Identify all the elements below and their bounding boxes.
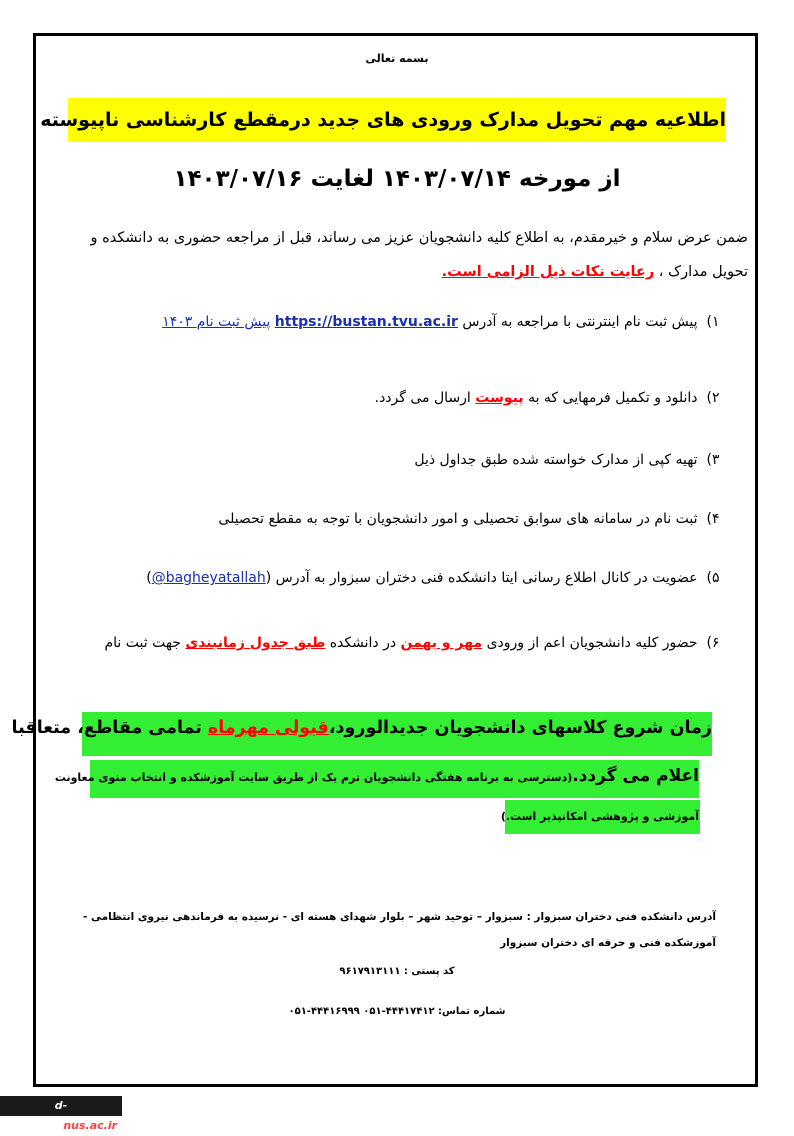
registration-url-link[interactable]: https://bustan.tvu.ac.ir — [274, 314, 458, 330]
item-text: دانلود و تکمیل فرمهایی که به — [528, 390, 698, 406]
notice-line-3: آموزشی و پژوهشی امکانپذیر است.) — [500, 810, 699, 823]
notice-part-1: زمان شروع کلاسهای دانشجویان جدیدالورود، — [328, 718, 712, 738]
announcement-headline: اطلاعیه مهم تحویل مدارک ورودی های جدید درمقطع کارشناسی ناپیوسته — [68, 98, 726, 142]
item-number: ۵) — [706, 570, 720, 586]
intro-line-1: ضمن عرض سلام و خیرمقدم، به اطلاع کلیه دانشجویان عزیز می رساند، قبل از مراجعه حضوری به دانشکده و — [90, 230, 748, 246]
eitaa-channel-link[interactable]: @bagheyatallah — [151, 570, 266, 586]
college-address: آدرس دانشکده فنی دختران سبزوار : سبزوار – توحید شهر – بلوار شهدای هسته ای - نرسیده به فرماندهی نیروی انتظامی - آموزشکده فنی و حرفه ای دختران سبزوار — [83, 911, 716, 949]
item-text: تهیه کپی از مدارک خواسته شده طبق جداول ذیل — [414, 452, 698, 468]
attachment-link[interactable]: پیوست — [475, 390, 524, 406]
watermark-domain: nus.ac.ir — [63, 1119, 118, 1132]
list-item-1 — [162, 314, 724, 330]
pre-registration-link[interactable]: پیش ثبت نام ۱۴۰۳ — [162, 314, 271, 330]
intro-line-2-start: تحویل مدارک ، — [658, 264, 748, 280]
item-text: در دانشکده — [329, 635, 397, 651]
item-close: ) — [146, 570, 152, 586]
schedule-table-link[interactable]: طبق جدول زمانبندی — [185, 635, 326, 651]
notice-part-2: تمامی مقاطع، متعاقبا — [11, 718, 202, 738]
watermark-prefix: d-sabzevar. — [4, 1099, 68, 1132]
intro-line-2 — [442, 264, 748, 280]
list-item-5 — [146, 570, 724, 586]
list-item-6 — [104, 635, 724, 651]
list-item-4 — [218, 511, 724, 527]
notice-line-2 — [55, 766, 699, 786]
postal-code: کد پستی : ۹۶۱۷۹۱۳۱۱۱ — [339, 966, 455, 977]
item-number: ۱) — [706, 314, 720, 330]
date-range: از مورخه ۱۴۰۳/۰۷/۱۴ لغایت ۱۴۰۳/۰۷/۱۶ — [173, 166, 621, 192]
intake-terms: مهر و بهمن — [400, 635, 483, 651]
item-text: ارسال می گردد. — [374, 390, 471, 406]
item-number: ۴) — [706, 511, 720, 527]
notice-announce: اعلام می گردد. — [572, 766, 699, 786]
notice-access-info: (دسترسی به برنامه هفتگی دانشجویان ترم یک از طریق سایت آموزشکده و انتخاب منوی معاونت — [54, 771, 573, 784]
item-text: پیش ثبت نام اینترنتی با مراجعه به آدرس — [462, 314, 698, 330]
item-number: ۲) — [706, 390, 720, 406]
list-item-2 — [375, 390, 724, 406]
item-number: ۳) — [706, 452, 720, 468]
list-item-3 — [414, 452, 724, 468]
item-number: ۶) — [706, 635, 720, 651]
item-text: ثبت نام در سامانه های سوابق تحصیلی و امور دانشجویان با توجه به مقطع تحصیلی — [218, 511, 698, 527]
requirement-note: رعایت نکات ذیل الزامی است. — [441, 264, 655, 280]
item-text: حضور کلیه دانشجویان اعم از ورودی — [486, 635, 698, 651]
notice-admission: قبولی مهرماه — [207, 718, 329, 738]
item-text: جهت ثبت نام — [104, 635, 181, 651]
site-watermark — [0, 1096, 122, 1132]
bismillah-heading: بسمه تعالی — [365, 52, 429, 65]
phone-numbers: شماره تماس: ۴۴۴۱۷۴۱۲-۰۵۱ ۴۴۴۱۶۹۹۹-۰۵۱ — [288, 1006, 506, 1017]
item-text: عضویت در کانال اطلاع رسانی ایتا دانشکده فنی دختران سبزوار به آدرس ( — [265, 570, 698, 586]
class-start-notice — [11, 718, 712, 738]
